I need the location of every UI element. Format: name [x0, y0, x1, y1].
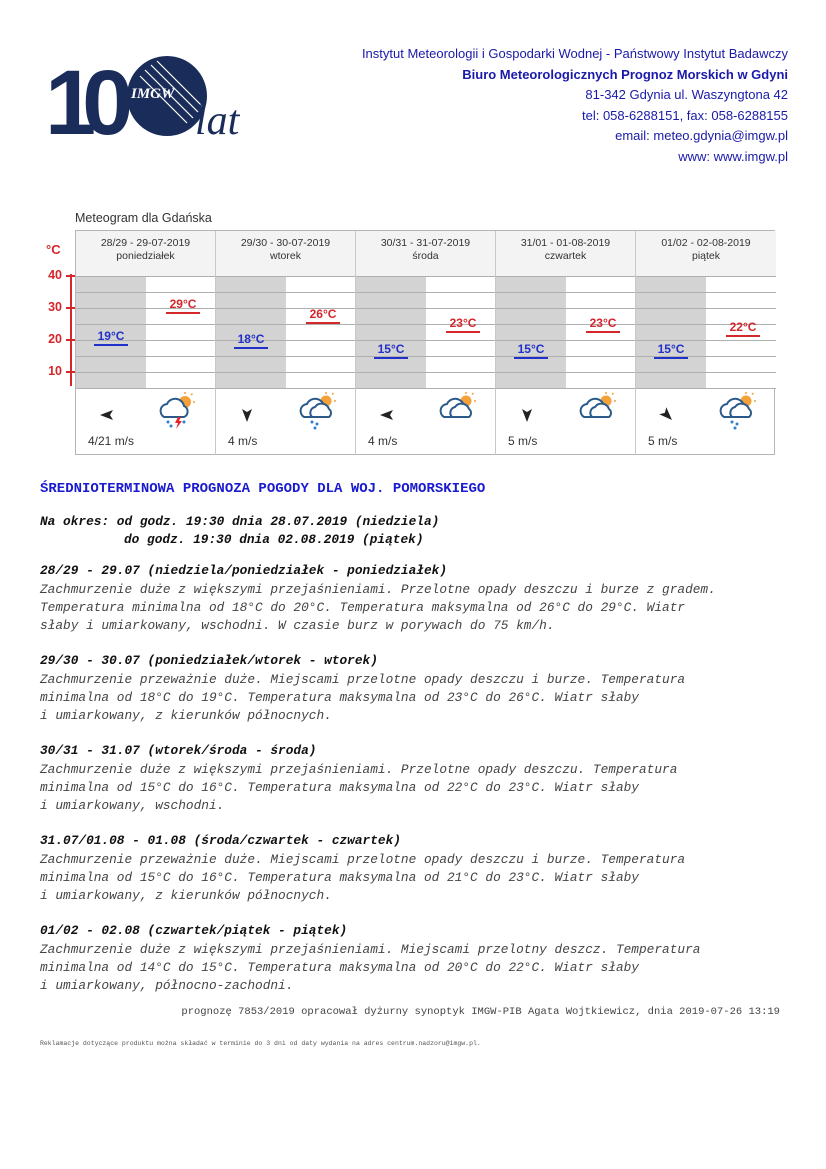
gridline	[356, 388, 496, 389]
meteogram-day	[216, 231, 356, 455]
wind-speed: 5 m/s	[508, 434, 538, 448]
office-name: Biuro Meteorologicznych Prognoz Morskich w Gdyni	[462, 66, 788, 82]
sun-cloud-rain-icon	[718, 391, 758, 431]
gridline	[216, 276, 356, 277]
temperature-unit: °C	[46, 242, 61, 257]
day-header	[496, 231, 636, 276]
gridline	[636, 292, 776, 293]
wind-direction-icon	[238, 406, 256, 424]
gridline	[356, 308, 496, 309]
gridline	[636, 340, 776, 341]
day-forecast-title: 30/31 - 31.07 (wtorek/środa - środa)	[40, 743, 317, 758]
gridline	[356, 340, 496, 341]
y-tick	[66, 307, 75, 309]
max-temperature-label: 22°C	[726, 320, 760, 337]
day-weekday: poniedziałek	[116, 250, 175, 262]
max-temperature-label: 23°C	[446, 316, 480, 333]
day-weekday: czwartek	[544, 250, 587, 262]
storm-cloud-icon	[158, 391, 198, 431]
min-temperature-label: 15°C	[374, 342, 408, 359]
meteogram-panel	[75, 230, 775, 455]
gridline	[496, 276, 636, 277]
y-axis-line	[70, 274, 72, 386]
forecast-period-end: do godz. 19:30 dnia 02.08.2019 (piątek)	[124, 532, 424, 547]
complaints-note: Reklamacje dotyczące produktu można składać w terminie do 3 dni od daty wydania na adres centrum.nadzoru@imgw.pl.	[40, 1040, 481, 1047]
min-temperature-label: 15°C	[654, 342, 688, 359]
gridline	[356, 276, 496, 277]
wind-speed: 4 m/s	[368, 434, 398, 448]
day-forecast-text: Zachmurzenie duże z większymi przejaśnieniami. Miejscami przelotny deszcz. Temperatura minimalna od 14°C do 15°C. Temperatura maksymalna od 20°C do 22°C. Wiatr słaby i umiarkowany, północno-zachodni.	[40, 942, 701, 993]
min-temperature-label: 15°C	[514, 342, 548, 359]
min-temperature-label: 18°C	[234, 332, 268, 349]
gridline	[496, 388, 636, 389]
meteogram-day	[76, 231, 216, 455]
y-tick	[66, 275, 75, 277]
gridline	[76, 356, 216, 357]
day-header	[216, 231, 356, 276]
gridline	[356, 372, 496, 373]
y-tick-label: 20	[48, 332, 62, 346]
gridline	[76, 324, 216, 325]
logo-lat-text: lat	[195, 98, 240, 142]
gridline	[636, 308, 776, 309]
day-forecast-title: 31.07/01.08 - 01.08 (środa/czwartek - czwartek)	[40, 833, 401, 848]
y-tick-label: 10	[48, 364, 62, 378]
logo-imgw-text: IMGW	[131, 86, 175, 102]
forecaster-signature: prognozę 7853/2019 opracował dyżurny synoptyk IMGW-PIB Agata Wojtkiewicz, dnia 2019-07-26 13:19	[181, 1006, 780, 1018]
day-forecast-text: Zachmurzenie duże z większymi przejaśnieniami. Przelotne opady deszczu i burze z gradem. Temperatura minimalna od 18°C do 20°C. Temperatura maksymalna od 26°C do 29°C. Wiatr słaby i umiarkowany, wschodni. W czasie burz w porywach do 75 km/h.	[40, 582, 716, 633]
y-tick-label: 30	[48, 300, 62, 314]
gridline	[636, 388, 776, 389]
max-temperature-label: 23°C	[586, 316, 620, 333]
gridline	[216, 356, 356, 357]
wind-speed: 4/21 m/s	[88, 434, 135, 448]
day-weekday: piątek	[691, 250, 721, 262]
day-date: 29/30 - 30-07-2019	[240, 237, 331, 249]
gridline	[216, 372, 356, 373]
gridline	[76, 276, 216, 277]
day-forecast-text: Zachmurzenie przeważnie duże. Miejscami przelotne opady deszczu i burze. Temperatura minimalna od 18°C do 19°C. Temperatura maksymalna od 23°C do 26°C. Wiatr słaby i umiarkowany, z kierunków północnych.	[40, 672, 686, 723]
meteogram-day	[356, 231, 496, 455]
gridline	[76, 292, 216, 293]
gridline	[496, 372, 636, 373]
sun-cloud-rain-icon	[298, 391, 338, 431]
day-forecast-title: 29/30 - 30.07 (poniedziałek/wtorek - wtorek)	[40, 653, 378, 668]
wind-direction-icon	[518, 406, 536, 424]
day-date: 30/31 - 31-07-2019	[380, 237, 471, 249]
phone-fax: tel: 058-6288151, fax: 058-6288155	[581, 107, 788, 123]
day-forecast-title: 28/29 - 29.07 (niedziela/poniedziałek - poniedziałek)	[40, 563, 448, 578]
gridline	[76, 372, 216, 373]
meteogram-day	[496, 231, 636, 455]
institute-name: Instytut Meteorologii i Gospodarki Wodnej - Państwowy Instytut Badawczy	[361, 46, 788, 61]
wind-speed: 5 m/s	[648, 434, 678, 448]
day-header	[356, 231, 496, 276]
wind-direction-icon	[378, 406, 396, 424]
meteogram-day	[636, 231, 776, 455]
gridline	[356, 292, 496, 293]
address: 81-342 Gdynia ul. Waszyngtona 42	[585, 87, 788, 102]
wind-direction-icon	[658, 406, 676, 424]
day-header	[636, 231, 776, 276]
organization-info	[362, 44, 788, 167]
day-forecast-text: Zachmurzenie przeważnie duże. Miejscami przelotne opady deszczu i burze. Temperatura minimalna od 15°C do 16°C. Temperatura maksymalna od 21°C do 23°C. Wiatr słaby i umiarkowany, z kierunków północnych.	[40, 852, 686, 903]
imgw-100-lat-logo	[45, 52, 250, 142]
max-temperature-label: 29°C	[166, 297, 200, 314]
sun-cloud-icon	[438, 391, 478, 431]
y-tick	[66, 371, 75, 373]
meteogram-title: Meteogram dla Gdańska	[75, 211, 212, 225]
day-weekday: wtorek	[270, 250, 301, 262]
day-date: 31/01 - 01-08-2019	[520, 237, 611, 249]
day-weekday: środa	[412, 250, 439, 262]
gridline	[76, 388, 216, 389]
email[interactable]: email: meteo.gdynia@imgw.pl	[615, 128, 788, 143]
min-temperature-label: 19°C	[94, 329, 128, 346]
forecast-heading: ŚREDNIOTERMINOWA PROGNOZA POGODY DLA WOJ. POMORSKIEGO	[40, 481, 486, 497]
gridline	[216, 324, 356, 325]
y-tick	[66, 339, 75, 341]
max-temperature-label: 26°C	[306, 307, 340, 324]
gridline	[636, 372, 776, 373]
gridline	[496, 308, 636, 309]
forecast-period-start: Na okres: od godz. 19:30 dnia 28.07.2019 (niedziela)	[40, 514, 440, 529]
day-forecast-title: 01/02 - 02.08 (czwartek/piątek - piątek)	[40, 923, 348, 938]
day-date: 28/29 - 29-07-2019	[100, 237, 191, 249]
gridline	[216, 388, 356, 389]
day-forecast-text: Zachmurzenie duże z większymi przejaśnieniami. Przelotne opady deszczu. Temperatura minimalna od 15°C do 16°C. Temperatura maksymalna od 22°C do 23°C. Wiatr słaby i umiarkowany, wschodni.	[40, 762, 678, 813]
y-tick-label: 40	[48, 268, 62, 282]
gridline	[216, 292, 356, 293]
svg-text:10: 10	[45, 52, 120, 142]
sun-cloud-icon	[578, 391, 618, 431]
gridline	[496, 340, 636, 341]
gridline	[496, 292, 636, 293]
website[interactable]: www: www.imgw.pl	[678, 148, 788, 164]
gridline	[636, 276, 776, 277]
day-date: 01/02 - 02-08-2019	[661, 237, 751, 249]
wind-direction-icon	[98, 406, 116, 424]
day-header	[76, 231, 216, 276]
wind-speed: 4 m/s	[228, 434, 258, 448]
